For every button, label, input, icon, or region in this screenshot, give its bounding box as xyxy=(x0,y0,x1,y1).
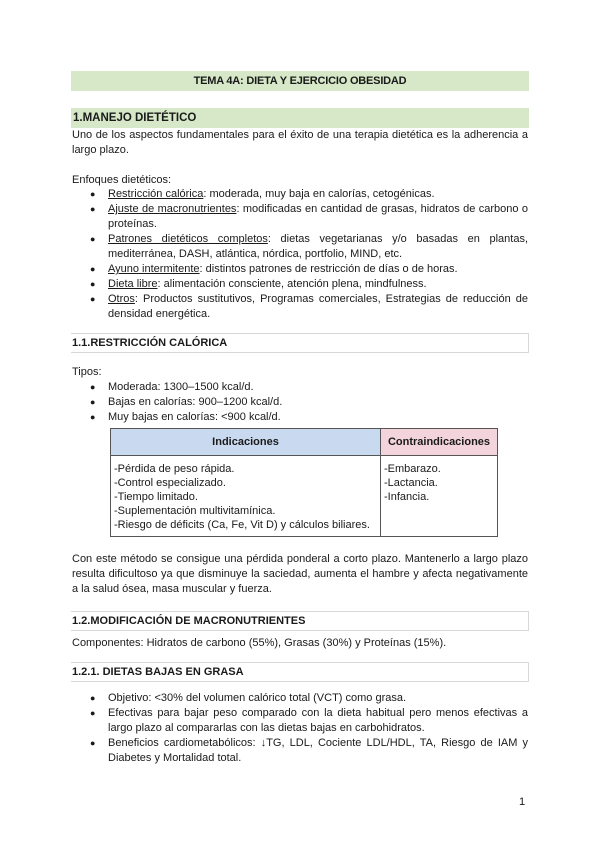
column-header-contraindicaciones: Contraindicaciones xyxy=(381,429,498,456)
section-heading-restriccion-calorica: 1.1.RESTRICCIÓN CALÓRICA xyxy=(71,333,529,353)
list-item xyxy=(72,380,528,395)
list-item xyxy=(72,187,528,202)
enfoques-list xyxy=(72,187,528,322)
bullet-icon: ● xyxy=(90,693,96,703)
conclusion-paragraph: Con este método se consigue una pérdida ponderal a corto plazo. Mantenerlo a largo plazo resulta dificultoso ya que disminuye la saciedad, aumenta el hambre y afecta negativamente a la salud ósea, masa muscular y fuerza. xyxy=(72,553,528,595)
dietas-bajas-grasa-list xyxy=(72,691,528,766)
item-text: : Productos sustitutivos, Programas comerciales, Estrategias de reducción de densidad energética. xyxy=(108,293,528,320)
item-text: : alimentación consciente, atención plena, mindfulness. xyxy=(157,278,427,290)
list-item xyxy=(72,395,528,410)
item-text: : moderada, muy baja en calorías, cetogénicas. xyxy=(203,188,435,200)
list-item xyxy=(72,706,528,736)
bullet-icon: ● xyxy=(90,738,96,748)
contraindicacion-line: -Lactancia. xyxy=(384,477,438,489)
list-item xyxy=(72,736,528,766)
item-term: Ayuno intermitente xyxy=(108,263,200,275)
bullet-icon: ● xyxy=(90,189,96,199)
bullet-icon: ● xyxy=(90,382,96,392)
item-term: Dieta libre xyxy=(108,278,158,290)
item-term: Restricción calórica xyxy=(108,188,204,200)
bullet-icon: ● xyxy=(90,412,96,422)
indicacion-line: -Riesgo de déficits (Ca, Fe, Vit D) y cálculos biliares. xyxy=(114,519,370,531)
indicacion-line: -Pérdida de peso rápida. xyxy=(114,463,235,475)
document-title: TEMA 4A: DIETA Y EJERCICIO OBESIDAD xyxy=(71,71,529,91)
item-term: Otros xyxy=(108,293,135,305)
section-heading-dietas-bajas-grasa: 1.2.1. DIETAS BAJAS EN GRASA xyxy=(71,662,529,682)
tipos-list xyxy=(72,380,528,425)
list-item xyxy=(72,410,528,425)
table-header-row xyxy=(111,429,498,456)
enfoques-label: Enfoques dietéticos: xyxy=(72,174,172,186)
item-text: Muy bajas en calorías: <900 kcal/d. xyxy=(108,411,281,423)
bullet-icon: ● xyxy=(90,234,96,244)
page-number: 1 xyxy=(519,796,526,808)
section-heading-manejo-dietetico: 1.MANEJO DIETÉTICO xyxy=(71,108,529,128)
list-item xyxy=(72,232,528,262)
contraindicacion-line: -Embarazo. xyxy=(384,463,441,475)
bullet-icon: ● xyxy=(90,204,96,214)
contraindicacion-line: -Infancia. xyxy=(384,491,430,503)
list-item xyxy=(72,202,528,232)
list-item xyxy=(72,691,528,706)
item-text: : modificadas en cantidad de grasas, hidratos de carbono o proteínas. xyxy=(108,203,528,230)
bullet-icon: ● xyxy=(90,279,96,289)
indicacion-line: -Control especializado. xyxy=(114,477,226,489)
indicacion-line: -Tiempo limitado. xyxy=(114,491,198,503)
item-text: Objetivo: <30% del volumen calórico total (VCT) como grasa. xyxy=(108,692,407,704)
componentes-text: Componentes: Hidratos de carbono (55%), Grasas (30%) y Proteínas (15%). xyxy=(72,637,447,649)
column-header-indicaciones: Indicaciones xyxy=(111,429,381,456)
indicaciones-cell xyxy=(111,456,381,537)
bullet-icon: ● xyxy=(90,264,96,274)
item-text: Efectivas para bajar peso comparado con la dieta habitual pero menos efectivas a largo plazo al compararlas con las dietas bajas en carbohidratos. xyxy=(108,707,528,734)
item-text: : distintos patrones de restricción de días o de horas. xyxy=(199,263,458,275)
item-term: Ajuste de macronutrientes xyxy=(108,203,237,215)
item-term: Patrones dietéticos completos xyxy=(108,233,268,245)
item-text: Moderada: 1300–1500 kcal/d. xyxy=(108,381,254,393)
bullet-icon: ● xyxy=(90,708,96,718)
item-text: Bajas en calorías: 900–1200 kcal/d. xyxy=(108,396,283,408)
indicaciones-table xyxy=(110,428,498,537)
intro-paragraph: Uno de los aspectos fundamentales para el éxito de una terapia dietética es la adherencia a largo plazo. xyxy=(72,129,528,156)
list-item xyxy=(72,262,528,277)
table-row xyxy=(111,456,498,537)
list-item xyxy=(72,277,528,292)
item-text: : dietas vegetarianas y/o basadas en plantas, mediterránea, DASH, atlántica, nórdica, portfolio, MIND, etc. xyxy=(108,233,528,260)
bullet-icon: ● xyxy=(90,294,96,304)
tipos-label: Tipos: xyxy=(72,366,102,378)
section-heading-macronutrientes: 1.2.MODIFICACIÓN DE MACRONUTRIENTES xyxy=(71,611,529,631)
bullet-icon: ● xyxy=(90,397,96,407)
item-text: Beneficios cardiometabólicos: ↓TG, LDL, Cociente LDL/HDL, TA, Riesgo de IAM y Diabetes y Mortalidad total. xyxy=(108,737,528,764)
indicacion-line: -Suplementación multivitamínica. xyxy=(114,505,276,517)
list-item xyxy=(72,292,528,322)
contraindicaciones-cell xyxy=(381,456,498,537)
